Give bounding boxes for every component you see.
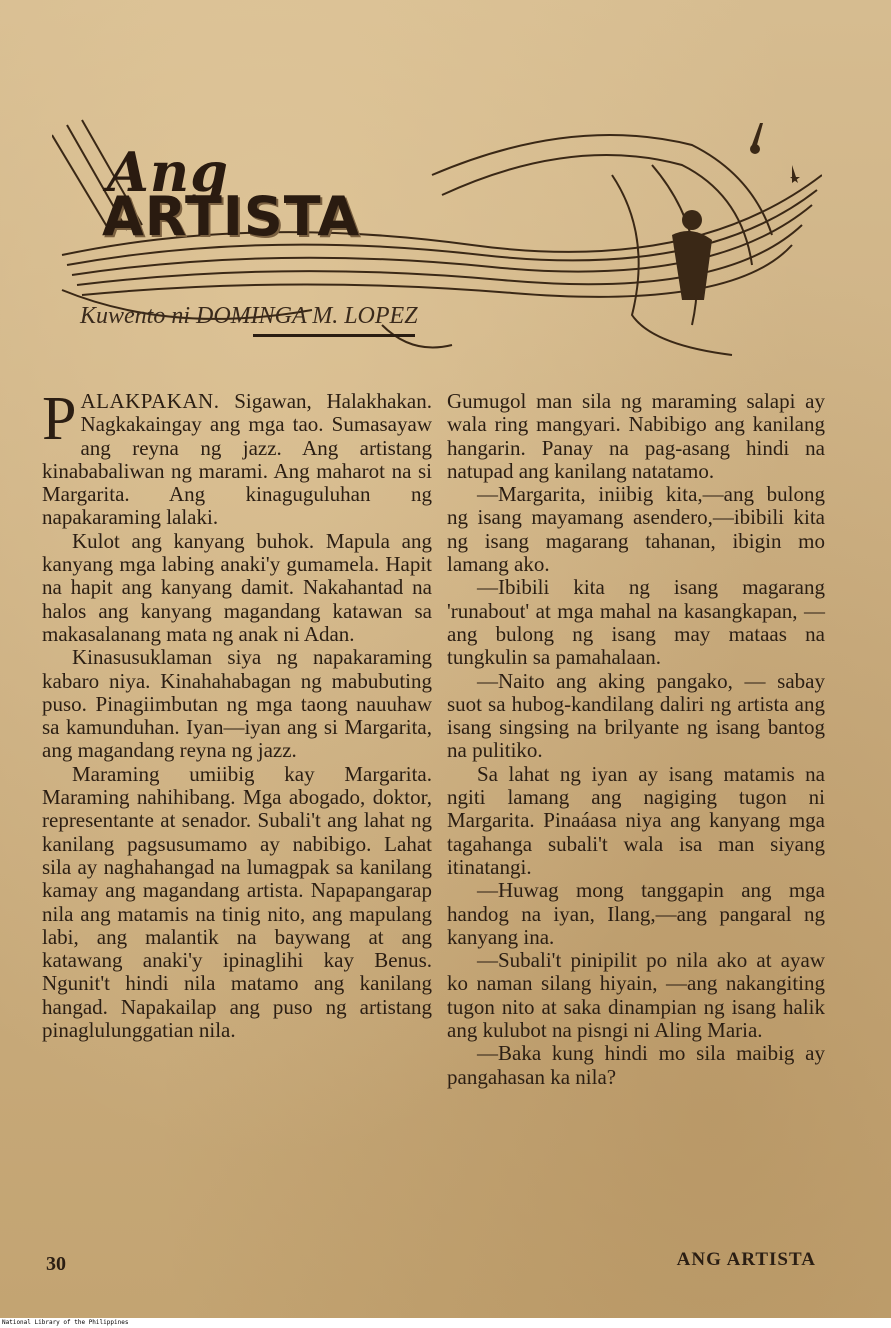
archive-credit: National Library of the Philippines (0, 1318, 891, 1328)
paragraph-opening (42, 385, 432, 530)
right-column (447, 390, 825, 1089)
paragraph: —Ibibili kita ng isang magarang 'runabout' at mga mahal na kasangkapan, — ang bulong ng isang may mataas na tungkulin sa pamahalaan. (447, 575, 825, 670)
byline: Kuwento ni DOMINGA M. LOPEZ (80, 303, 418, 329)
paragraph: Kulot ang kanyang buhok. Mapula ang kanyang mga labing anaki'y gumamela. Hapit na hapit ang kanyang damit. Nakahantad na halos ang kanyang magandang katawan sa makasalanang mata ng anak ni Adan. (42, 528, 432, 646)
paragraph: —Naito ang aking pangako, — sabay suot sa hubog-kandilang daliri ng artista ang isang singsing na brilyante ng isang bantog na pulitiko. (447, 668, 825, 763)
paragraph: —Margarita, iniibig kita,—ang bulong ng isang mayamang asendero,—ibibili kita ng isang magarang tahanan, ibigin mo lamang ako. (447, 482, 825, 577)
paragraph: Maraming umiibig kay Margarita. Maraming nahihibang. Mga abogado, doktor, representante at senador. Subali't ang lahat ng kanilang pagsusumamo ay nabibigo. Lahat sila ay naghahangad na lumagpak sa kanilang kamay ang magandang artista. Napapangarap nila ang matamis na tinig nito, ang mapulang labi, ang malantik na baywang at ang katawang anaki'y ipinaglihi kay Benus. Ngunit't hindi nila matamo ang kanilang hangad. Napakailap ang puso ng artistang pinaglulunggatian nila. (42, 761, 432, 1043)
paragraph-text: Sigawan, Halakhakan. Nagkakaingay ang mga tao. Sumasayaw ang reyna ng jazz. Ang artistang kinababaliwan ng marami. Ang maharot na si Margarita. Ang kinaguguluhan ng napakaraming lalaki. (42, 389, 432, 530)
paragraph: Kinasusuklaman siya ng napakaraming kabaro niya. Kinahahabagan ng mabubuting puso. Pinagiimbutan ng mga taong nauuhaw sa kamunduhan. Iyan—iyan ang si Margarita, ang magandang reyna ng jazz. (42, 645, 432, 763)
running-footer-title: ANG ARTISTA (676, 1249, 816, 1270)
lead-caps-text: ALAKPAKAN. (80, 389, 220, 413)
paragraph: Gumugol man sila ng maraming salapi ay wala ring mangyari. Nabibigo ang kanilang hangarin. Panay na pag-asang hindi na natupad ang kanilang natatamo. (447, 389, 825, 483)
paragraph: —Subali't pinipilit po nila ako at ayaw ko naman silang hiyain, —ang nakangiting tugon nito at saka dinampian ng isang halik ang kulubot na pisngi ni Aling Maria. (447, 948, 825, 1043)
drop-cap-letter: P (42, 385, 77, 453)
title-line-2: ARTISTA (102, 185, 361, 248)
paragraph: Sa lahat ng iyan ay isang matamis na ngiti lamang ang nagiging tugon ni Margarita. Pinaáasa niya ang kanyang mga tagahanga subali't wala isa man siyang itinatangi. (447, 761, 825, 879)
paragraph: —Baka kung hindi mo sila maibig ay pangahasan ka nila? (447, 1041, 825, 1089)
page-number: 30 (46, 1253, 66, 1275)
title-line-1: Ang (107, 140, 229, 204)
paragraph: —Huwag mong tanggapin ang mga handog na iyan, Ilang,—ang pangaral ng kanyang ina. (447, 878, 825, 949)
byline-underline (253, 334, 415, 337)
left-column (42, 385, 432, 1043)
